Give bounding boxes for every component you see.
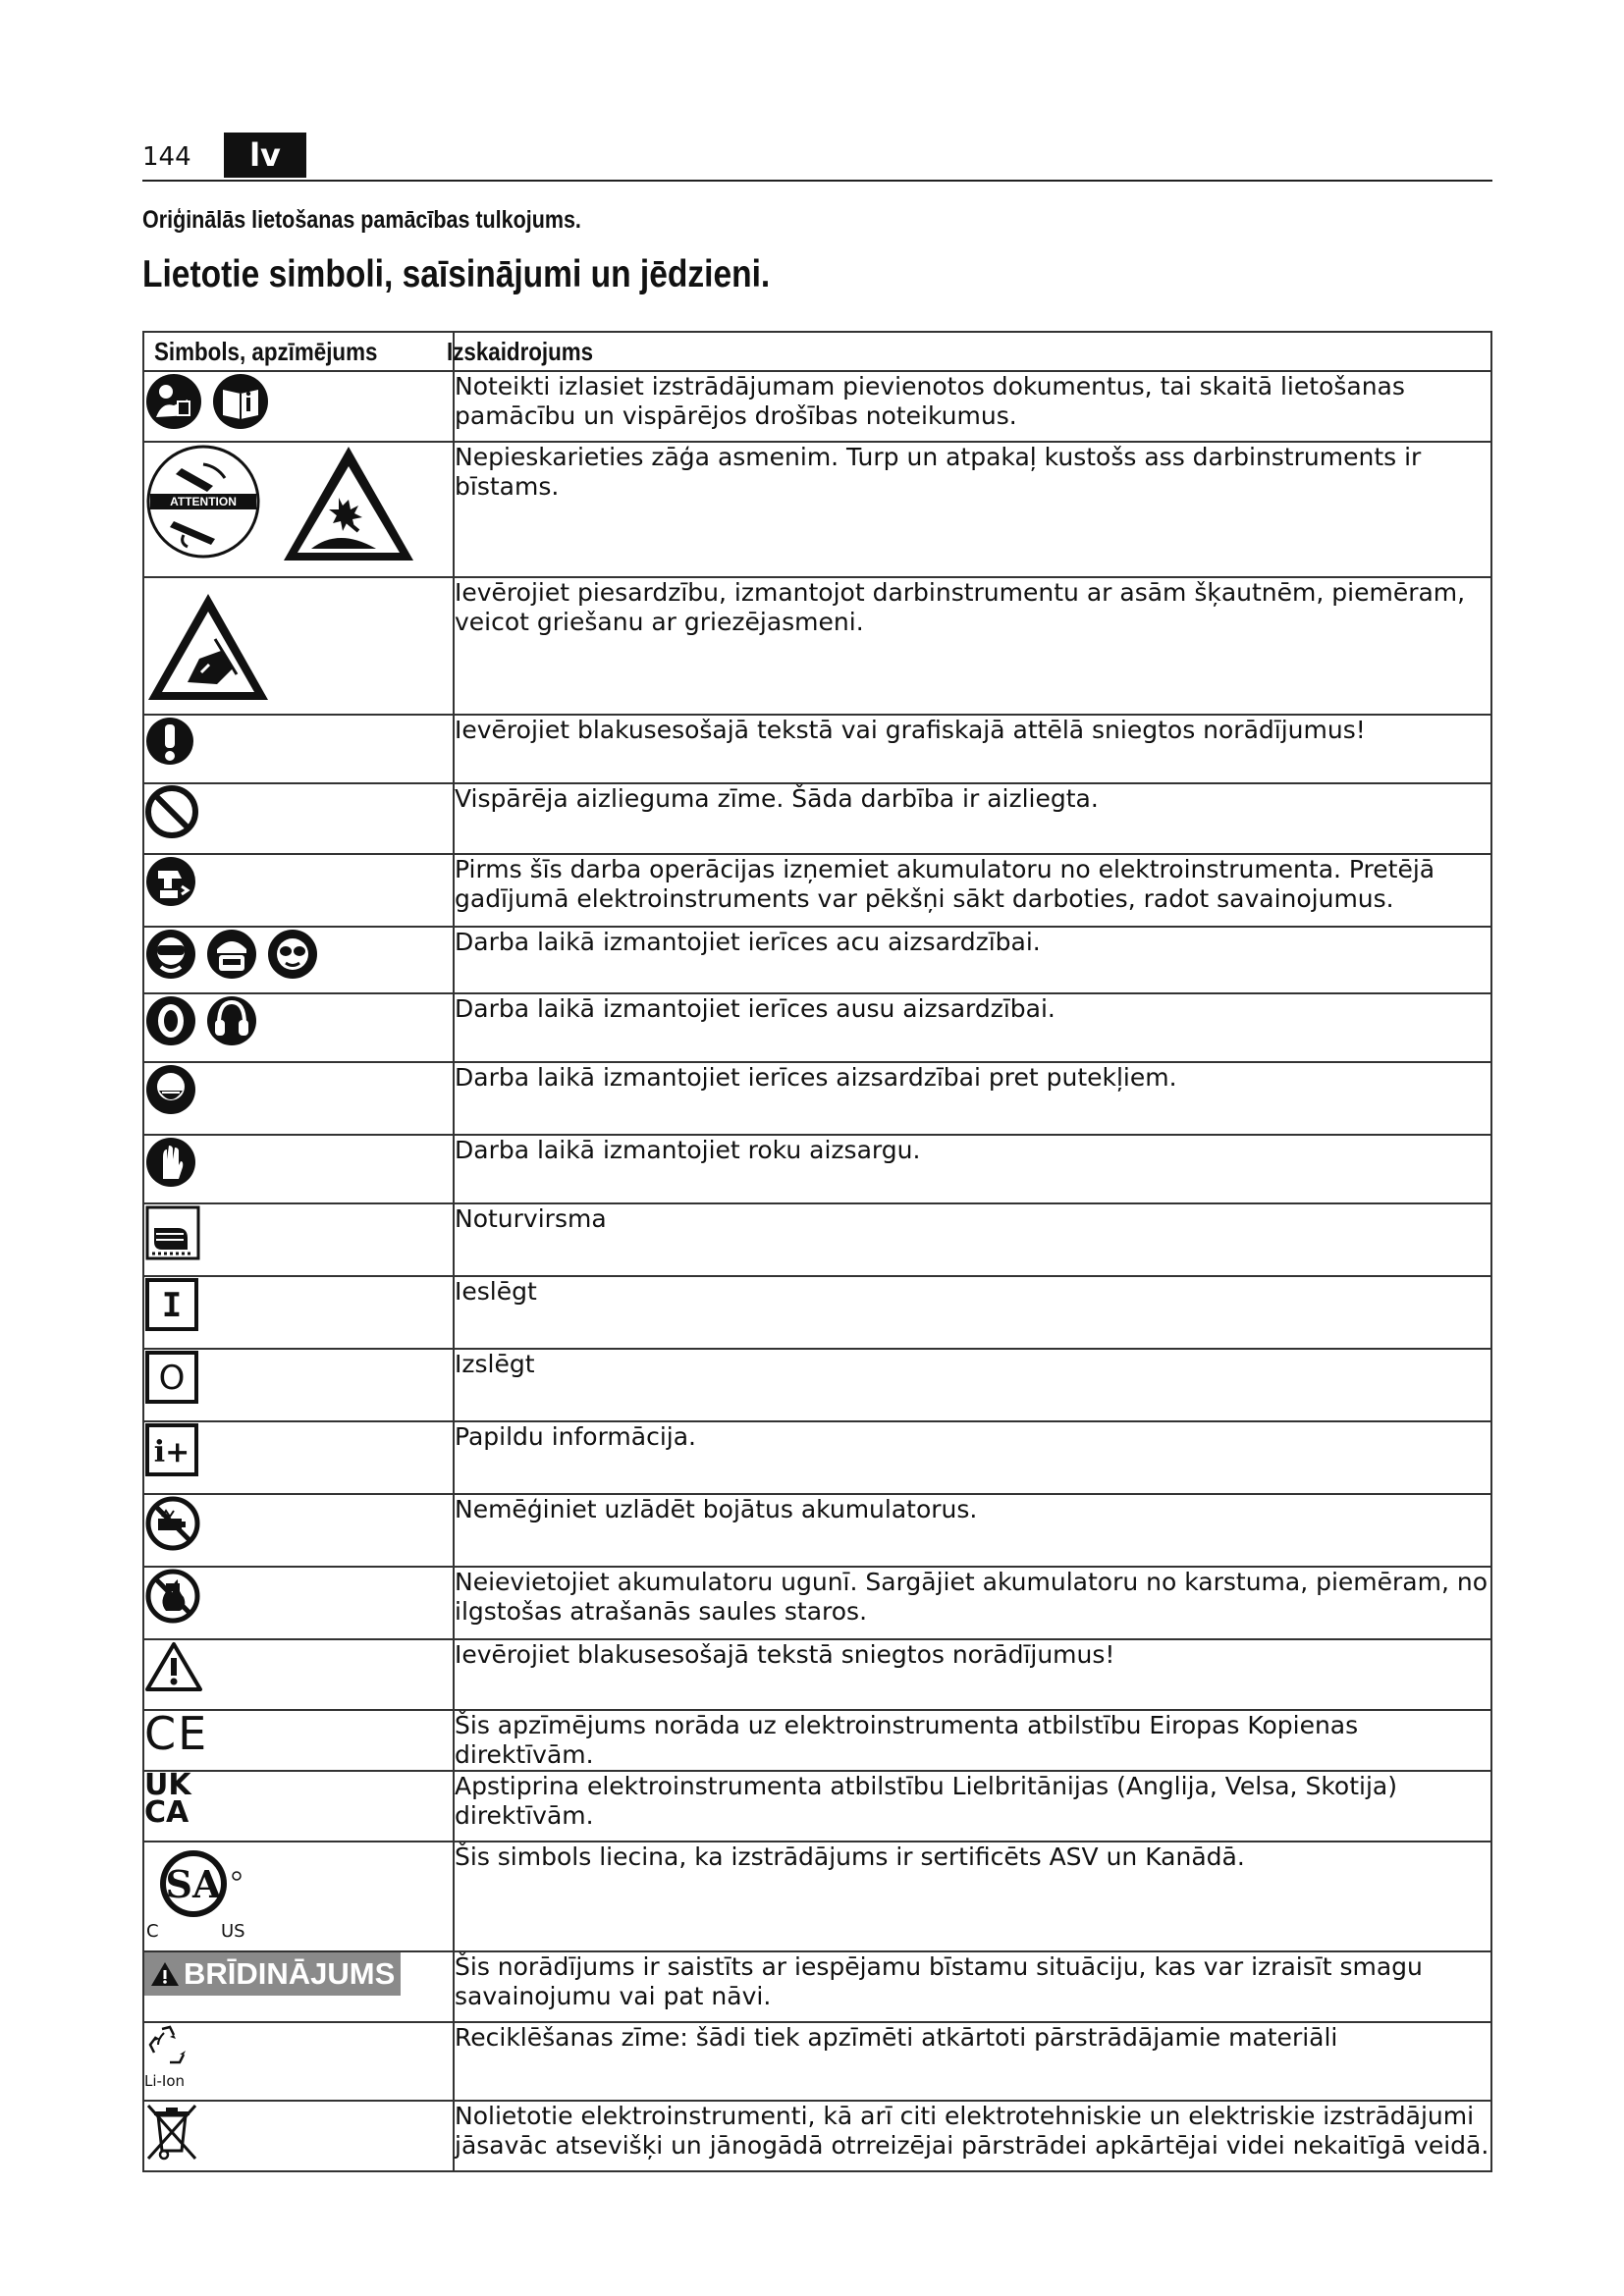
symbol-cell [143,2022,454,2101]
ear-muffs-icon [205,994,258,1047]
symbols-table [142,331,1492,2172]
description-cell: Šis simbols liecina, ka izstrādājums ir sertificēts ASV un Kanādā. [454,1842,1491,1951]
cut-hazard-triangle-icon [144,590,272,704]
symbol-cell [143,442,454,577]
description-cell: Pirms šīs darba operācijas izņemiet akumulatoru no elektroinstrumenta. Pretējā gadījumā elektroinstruments var pēkšņi sākt darboties, radot savainojumus. [454,854,1491,927]
description-cell: Darba laikā izmantojiet ierīces aizsardzībai pret putekļiem. [454,1062,1491,1135]
dust-mask-icon [144,1063,197,1116]
page-title: Lietotie simboli, saīsinājumi un jēdzieni. [142,253,771,295]
symbol-cell [143,1639,454,1710]
no-fire-battery-icon [144,1568,201,1625]
document-subtitle: Oriģinālās lietošanas pamācības tulkojums. [142,206,581,234]
symbol-cell [143,577,454,715]
symbol-cell [143,1567,454,1639]
power-on-icon [144,1277,199,1332]
page-header [142,133,1492,182]
symbol-cell [143,1276,454,1349]
ukca-mark-icon [144,1768,453,1830]
table-row [143,1349,1491,1421]
csa-us-label: US [221,1921,245,1941]
col2-header-label: Izskaidrojums [447,337,594,366]
ear-protection-icon [144,994,197,1047]
warning-banner-icon [144,1952,401,1996]
table-row [143,1771,1491,1842]
table-header-row [143,332,1491,371]
svg-text:SA: SA [165,1862,222,1906]
description-cell: Nolietotie elektroinstrumenti, kā arī citi elektrotehniskie un elektriskie izstrādājumi jāsavāc atsevišķi un jānogādā otrreizējai pārstrādei apkārtējai videi nekaitīgā veidā. [454,2101,1491,2171]
symbol-cell [143,1203,454,1276]
blade-warning-triangle-icon [280,443,417,564]
page-number: 144 [142,142,191,172]
description-cell: Darba laikā izmantojiet roku aizsargu. [454,1135,1491,1203]
description-cell: Izslēgt [454,1349,1491,1421]
symbol-cell [143,1349,454,1421]
liion-label: Li-Ion [144,2072,186,2090]
table-row [143,2022,1491,2101]
table-row [143,371,1491,442]
csa-c-label: C [146,1921,159,1941]
table-row [143,1639,1491,1710]
description-cell: Darba laikā izmantojiet ierīces acu aizsardzībai. [454,927,1491,993]
recycling-liion-icon [144,2023,193,2090]
table-row [143,577,1491,715]
table-row [143,1421,1491,1494]
symbol-cell [143,1494,454,1567]
goggles-icon [266,928,319,981]
table-row [143,1062,1491,1135]
power-off-glyph: O [158,1359,186,1398]
symbol-cell [143,783,454,854]
remove-battery-icon [144,855,197,908]
symbol-cell [143,1707,454,1771]
description-cell: Darba laikā izmantojiet ierīces ausu aizsardzībai. [454,993,1491,1062]
table-row [143,1842,1491,1951]
language-badge: lv [224,133,306,178]
table-row [143,927,1491,993]
attention-blade-icon [144,443,262,561]
description-cell: Noteikti izlasiet izstrādājumam pievienotos dokumentus, tai skaitā lietošanas pamācību un vispārējos drošības noteikumus. [454,371,1491,442]
symbol-cell [143,715,454,783]
read-manual-icon [144,372,203,431]
info-book-icon [211,372,270,431]
description-cell: Šis apzīmējums norāda uz elektroinstrumenta atbilstību Eiropas Kopienas direktīvām. [454,1710,1491,1771]
description-cell: Ievērojiet blakusesošajā tekstā vai grafiskajā attēlā sniegtos norādījumus! [454,715,1491,783]
symbol-cell [143,927,454,993]
prohibition-icon [144,784,199,839]
info-plus-glyph: i+ [153,1435,190,1469]
symbol-cell [143,1135,454,1203]
csa-mark-icon [144,1842,272,1941]
table-row [143,1710,1491,1771]
description-cell: Ieslēgt [454,1276,1491,1349]
no-charge-damaged-battery-icon [144,1495,201,1552]
face-shield-icon [205,928,258,981]
description-cell: Nepieskarieties zāģa asmenim. Turp un atpakaļ kustošs ass darbinstruments ir bīstams. [454,442,1491,577]
weee-bin-icon [144,2102,199,2163]
description-cell: Papildu informācija. [454,1421,1491,1494]
col-header-explanation [447,332,1491,371]
symbol-cell [143,1951,454,2022]
table-row [143,783,1491,854]
description-cell: Šis norādījums ir saistīts ar iespējamu bīstamu situāciju, kas var izraisīt smagu savainojumu vai pat nāvi. [454,1951,1491,2022]
description-cell: Vispārēja aizlieguma zīme. Šāda darbība ir aizliegta. [454,783,1491,854]
symbol-cell [143,1768,454,1842]
description-cell: Noturvirsma [454,1203,1491,1276]
symbol-cell [143,1421,454,1494]
ukca-line-1: UK [144,1768,191,1802]
table-row [143,1135,1491,1203]
attention-label: ATTENTION [170,495,237,508]
power-off-icon [144,1350,199,1405]
power-on-glyph: I [161,1286,183,1325]
description-cell: Nemēģiniet uzlādēt bojātus akumulatorus. [454,1494,1491,1567]
warning-triangle-icon [144,1640,203,1693]
banner-label: BRĪDINĀJUMS [184,1956,396,1991]
table-row [143,1494,1491,1567]
col-header-symbol [143,332,454,371]
eye-protection-icon [144,928,197,981]
table-row [143,1951,1491,2022]
banner-triangle-icon [150,1961,180,1987]
table-row [143,2101,1491,2171]
symbol-cell [143,1062,454,1135]
symbol-cell [143,1842,454,1951]
symbol-cell [143,2101,454,2171]
table-row [143,1567,1491,1639]
symbol-cell [143,854,454,927]
description-cell: Ievērojiet blakusesošajā tekstā sniegtos norādījumus! [454,1639,1491,1710]
gloves-icon [144,1136,197,1189]
info-plus-icon [144,1422,199,1477]
description-cell: Neievietojiet akumulatoru ugunī. Sargājiet akumulatoru no karstuma, piemēram, no ilgstošas atrašanās saules staros. [454,1567,1491,1639]
ukca-line-2: CA [144,1795,189,1830]
symbol-cell [143,993,454,1062]
ce-mark-icon: CE [144,1707,209,1760]
table-row [143,854,1491,927]
symbol-cell [143,371,454,442]
table-row [143,715,1491,783]
grip-surface-icon [144,1204,201,1261]
description-cell: Reciklēšanas zīme: šādi tiek apzīmēti atkārtoti pārstrādājamie materiāli [454,2022,1491,2101]
table-row [143,1203,1491,1276]
description-cell: Ievērojiet piesardzību, izmantojot darbinstrumentu ar asām šķautnēm, piemēram, veicot griešanu ar griezējasmeni. [454,577,1491,715]
col1-header-label: Simbols, apzīmējums [154,337,378,366]
table-row [143,442,1491,577]
table-row [143,1276,1491,1349]
table-row [143,993,1491,1062]
description-cell: Apstiprina elektroinstrumenta atbilstību Lielbritānijas (Anglija, Velsa, Skotija) direktīvām. [454,1771,1491,1842]
exclamation-icon [144,716,195,767]
